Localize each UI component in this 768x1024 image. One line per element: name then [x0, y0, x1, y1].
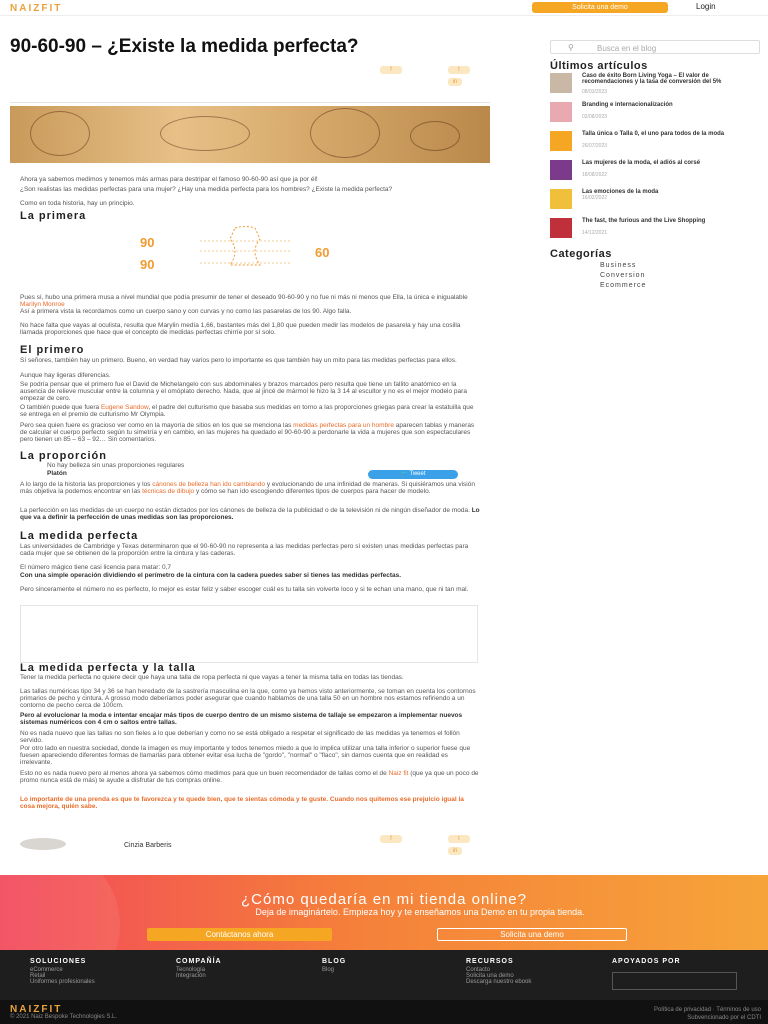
intro-paragraph-2: ¿Son realistas las medidas perfectas para una mujer? ¿Hay una medida perfecta para los hombres? ¿Existe la medida perfecta? — [20, 186, 393, 193]
latest-article-item[interactable] — [550, 131, 760, 153]
hero-image — [10, 106, 490, 163]
intro-paragraph-1: Ahora ya sabemos medimos y tenemos más armas para destripar el famoso 90-60-90 así que ja por él! — [20, 176, 318, 183]
primera-paragraph-1: Pues sí, hubo una primera musa a nivel mundial que podía presumir de tener el deseado 90-60-90 y no fue ni más ni menos que Ella, la única e inigualable Marilyn Monroe — [20, 294, 468, 308]
talla-paragraph-3: Pero al evolucionar la moda e intentar encajar más tipos de cuerpo dentro de un mismo sistema de tallaje se empezaron a implementar nuevos sistemas numéricos con 4 cm o saltos entre tallas. — [20, 712, 463, 726]
footer-col-apoyados — [612, 958, 682, 967]
mannequin-icon — [200, 225, 290, 275]
search-icon: ⚲ — [568, 43, 574, 52]
talla-paragraph-4: No es nada nuevo que las tallas no son fieles a lo que deberían y como no se está obligado a respetar el significado de las medidas ya tenemos el follón servido. — [20, 730, 460, 744]
latest-article-item[interactable] — [550, 73, 760, 95]
share-twitter-button-bottom[interactable]: t — [448, 835, 470, 843]
heading-la-proporcion: La proporción — [20, 450, 107, 462]
site-footer — [0, 950, 768, 1024]
heading-medida-y-talla: La medida perfecta y la talla — [20, 662, 196, 674]
footer-logo[interactable]: NAIZFIT — [10, 1004, 63, 1015]
share-facebook-button[interactable]: f — [380, 66, 402, 74]
category-conversion[interactable]: Conversion — [600, 272, 646, 279]
footer-link[interactable]: Contacto — [466, 967, 491, 973]
contact-now-button[interactable]: Contáctanos ahora — [147, 928, 332, 941]
footer-link[interactable]: Blog — [322, 967, 335, 973]
search-placeholder: Busca en el blog — [597, 44, 657, 53]
login-link[interactable]: Login — [696, 2, 716, 11]
talla-paragraph-5: Por otro lado en nuestra sociedad, donde la imagen es muy importante y todos tenemos miedo a que lo implica utilizar una talla inferior o superior fuese que fuesen apareciendo diferentes formas de llamarlas para obtener evitar esa lucha de "gordo", "normal" o "flaco", sin darnos cuenta que en realidad es irrelevante. — [20, 745, 471, 766]
tweet-button[interactable]: 🐦 Tweet — [368, 470, 458, 479]
footer-heading: SOLUCIONES — [30, 958, 87, 965]
latest-article-date: 14/12/2021 — [582, 230, 608, 236]
proporcion-paragraph-2: La perfección en las medidas de un cuerpo no están dictados por los cánones de belleza de la publicidad o de la televisión ni de ningún diseñador de moda. Lo que va a definir la perfección de unas medidas son las proporciones. — [20, 507, 480, 521]
footer-heading: RECURSOS — [466, 958, 514, 965]
primero-paragraph-5: Pero sea quien fuere es gracioso ver como en la mayoría de sitios en los que se menciona las medidas perfectas para un hombre aparecen tablas y maneras de calcular el cuerpo perfecto según tu simetría y en cambio, en las mujeres ha quedado el 90-60-90 a perdonarle la vida a mujeres que son espectaculares pero tienen un 85 – 63 – 92… Sin comentarios. — [20, 422, 475, 443]
naizfit-link[interactable]: Naiz fit — [388, 770, 409, 777]
latest-article-title: Branding e internacionalización — [582, 102, 673, 108]
footer-heading: APOYADOS POR — [612, 958, 681, 965]
article — [10, 30, 490, 55]
article-thumbnail — [550, 218, 572, 238]
latest-article-date: 08/03/2023 — [582, 89, 608, 95]
primero-paragraph-3: Se podría pensar que el primero fue el David de Michelangelo con sus abdominales y brazos marcados pero resulta que tiene un fallito anatómico en la ausencia de relieve muscular entre la columna y el omóplato derecho. Nada, que al jincé de mármol le hizo la 3 14 al escultor y no es el mejor modelo para empezar de cero. — [20, 381, 467, 402]
canones-link[interactable]: cánones de belleza han ido cambiando — [152, 481, 266, 488]
request-demo-button[interactable]: Solicita una demo — [532, 2, 668, 13]
medidas-hombre-link[interactable]: medidas perfectas para un hombre — [293, 422, 394, 429]
footer-link[interactable]: Uniformes profesionales — [30, 979, 95, 985]
latest-article-item[interactable] — [550, 189, 760, 211]
latest-article-item[interactable] — [550, 160, 760, 182]
latest-article-title: The fast, the furious and the Live Shopping — [582, 218, 706, 224]
primero-paragraph-1: Sí señores, también hay un primero. Bueno, en verdad hay varios pero lo importante es que también hay un mito para las medidas perfectas para ellos. — [20, 357, 457, 364]
intro-paragraph-3: Como en toda historia, hay un principio. — [20, 200, 135, 207]
funding-text: Subvencionado por el CDTI — [687, 1015, 761, 1021]
naizfit-logo[interactable]: NAIZFIT — [10, 3, 63, 14]
latest-article-date: 26/07/2023 — [582, 143, 608, 149]
latest-article-item[interactable] — [550, 102, 760, 124]
talla-paragraph-6: Esto no es nada nuevo pero al menos ahora ya sabemos cómo medimos para que un buen recomendador de tallas como el de Naiz fit (que ya que un poco de promo nunca está de más) te ayude a disfrutar de tus compras online. — [20, 770, 479, 784]
talla-paragraph-2: Las tallas numéricas tipo 34 y 36 se han heredado de la sastrería masculina en la que, como ya hemos visto anteriormente, se toman en cuenta los contornos primarios de pecho y cintura. A grosso modo deberíamos poder asegurar que cuando hablamos de una talla 50 en un hombre nos estamos refiriendo a un contorno de pecho cerca de 100cm. — [20, 688, 476, 709]
medida-paragraph-3: Con una simple operación dividiendo el perímetro de la cintura con la cadera puedes saber si tienes las medidas perfectas. — [20, 572, 402, 579]
decorative-circle — [0, 875, 120, 950]
cta-title: ¿Cómo quedaría en mi tienda online? — [241, 891, 527, 908]
latest-article-title: Las mujeres de la moda, el adiós al corsé — [582, 160, 701, 166]
legal-links — [516, 1006, 761, 1022]
primero-paragraph-2: Aunque hay ligeras diferencias. — [20, 372, 111, 379]
quote-author: Platón — [47, 470, 67, 477]
primero-paragraph-4: O también puede que fuera Eugene Sandow, el padre del culturismo que basaba sus medidas en torno a las proporciones griegas para crear la estatuilla que se entrega en el premio de culturismo Mr Olympia. — [20, 404, 474, 418]
latest-articles-heading: Últimos artículos — [550, 60, 648, 72]
legal-links-text[interactable]: Política de privacidad · Términos de uso — [654, 1007, 761, 1013]
footer-col-compania — [176, 958, 222, 979]
latest-article-title: Talla única o Talla 0, el uno para todos de la moda — [582, 131, 725, 137]
footer-link[interactable]: Descarga nuestro ebook — [466, 979, 532, 985]
footer-heading: COMPAÑÍA — [176, 958, 222, 965]
article-thumbnail — [550, 73, 572, 93]
footer-col-soluciones — [30, 958, 95, 985]
measure-bust: 90 — [140, 235, 155, 250]
latest-article-item[interactable] — [550, 218, 760, 240]
footer-link[interactable]: Retail — [30, 973, 46, 979]
sponsor-logo-box — [612, 972, 737, 990]
categories-heading: Categorías — [550, 248, 612, 260]
footer-bottom-bar — [0, 1000, 768, 1024]
category-ecommerce[interactable]: Ecommerce — [600, 282, 647, 289]
measure-hips: 90 — [140, 257, 155, 272]
latest-article-title: Caso de éxito Born Living Yoga – El valor de recomendaciones y la tasa de conversión del 5% — [582, 73, 722, 85]
talla-paragraph-1: Tener la medida perfecta no quiere decir que haya una talla de ropa perfecta ni que vayas a tener la misma talla en todas las tiendas. — [20, 674, 404, 681]
medida-paragraph-2: El número mágico tiene casi licencia para matar: 0,7 — [20, 564, 172, 571]
medida-paragraph-1: Las universidades de Cambridge y Texas determinaron que el 90-60-90 no representa a las medidas perfectas pero sí existen unas medidas perfectas para cada mujer que se obtienen de la proporción entre la cintura y las caderas. — [20, 543, 469, 557]
footer-link[interactable]: Solicita una demo — [466, 973, 514, 979]
eugene-sandow-link[interactable]: Eugene Sandow — [100, 404, 149, 411]
marilyn-monroe-link[interactable]: Marilyn Monroe — [20, 301, 65, 308]
copyright-text: © 2021 Naiz Bespoke Technologies S.L. — [10, 1014, 118, 1020]
footer-col-blog — [322, 958, 346, 973]
article-thumbnail — [550, 160, 572, 180]
latest-article-date: 18/08/2022 — [582, 172, 608, 178]
embedded-content-frame[interactable] — [20, 605, 478, 663]
article-thumbnail — [550, 189, 572, 209]
primera-paragraph-2: Así a primera vista la recordamos como un cuerpo sano y con curvas y no como las pasarelas de los 90. Algo falla. — [20, 308, 352, 315]
latest-article-title: Las emociones de la moda — [582, 189, 659, 195]
article-thumbnail — [550, 131, 572, 151]
share-twitter-button[interactable]: t — [448, 66, 470, 74]
share-linkedin-button-bottom[interactable]: in — [448, 847, 462, 855]
primera-paragraph-3: No hace falta que vayas al oculista, resulta que Marylin medía 1,66, bastantes más del 1,80 que pueden medir las modelos de pasarela y hay una cosilla llamada proporciones que hace que el concepto de medidas perfectas chirríe por sí solo. — [20, 322, 461, 336]
footer-link[interactable]: eCommerce — [30, 967, 63, 973]
heading-el-primero: El primero — [20, 344, 85, 356]
article-title: 90-60-90 – ¿Existe la medida perfecta? — [10, 36, 359, 57]
author-name: Cinzia Barberis — [124, 842, 172, 849]
blog-search-input[interactable] — [550, 40, 760, 54]
article-thumbnail — [550, 102, 572, 122]
request-demo-cta-button[interactable]: Solicita una demo — [437, 928, 627, 941]
title-divider — [10, 102, 490, 103]
footer-link[interactable]: Tecnología — [176, 967, 206, 973]
measure-waist: 60 — [315, 245, 330, 260]
cta-banner — [0, 875, 768, 950]
category-business[interactable]: Business — [600, 262, 637, 269]
medida-paragraph-4: Pero sinceramente el número no es perfecto, lo mejor es estar feliz y saber escoger cuál es tu talla sin volverte loco y si te echan una mano, que ni tan mal. — [20, 586, 469, 593]
cta-subtitle: Deja de imaginártelo. Empieza hoy y te enseñamos una Demo en tu propia tienda. — [255, 907, 585, 917]
measurements-illustration — [140, 225, 415, 280]
share-facebook-button-bottom[interactable]: f — [380, 835, 402, 843]
quote-text: No hay belleza sin unas proporciones regulares — [47, 462, 185, 469]
tecnicas-dibujo-link[interactable]: técnicas de dibujo — [142, 488, 195, 495]
heading-la-medida-perfecta: La medida perfecta — [20, 530, 139, 542]
share-linkedin-button[interactable]: in — [448, 78, 462, 86]
heading-la-primera: La primera — [20, 210, 87, 222]
latest-article-date: 02/08/2023 — [582, 114, 608, 120]
closing-paragraph: Lo importante de una prenda es que te favorezca y te quede bien, que te sientas cómoda y te guste. Cuando nos quitemos ese prejuicio igual la cosa mejora, quién sabe. — [20, 796, 464, 810]
footer-link[interactable]: Integración — [176, 973, 206, 979]
footer-heading: BLOG — [322, 958, 347, 965]
footer-col-recursos — [466, 958, 531, 985]
latest-article-date: 16/02/2022 — [582, 195, 608, 201]
author-avatar — [20, 838, 66, 850]
site-header — [0, 0, 768, 16]
proporcion-paragraph-1: A lo largo de la historia las proporciones y los cánones de belleza han ido cambiando y evolucionando de una infinidad de maneras. Si quisiéramos una visión más objetiva la podemos encontrar en las técnicas de dibujo y cómo se han ido escogiendo diferentes tipos de cuerpos para hacer de modelo. — [20, 481, 475, 495]
